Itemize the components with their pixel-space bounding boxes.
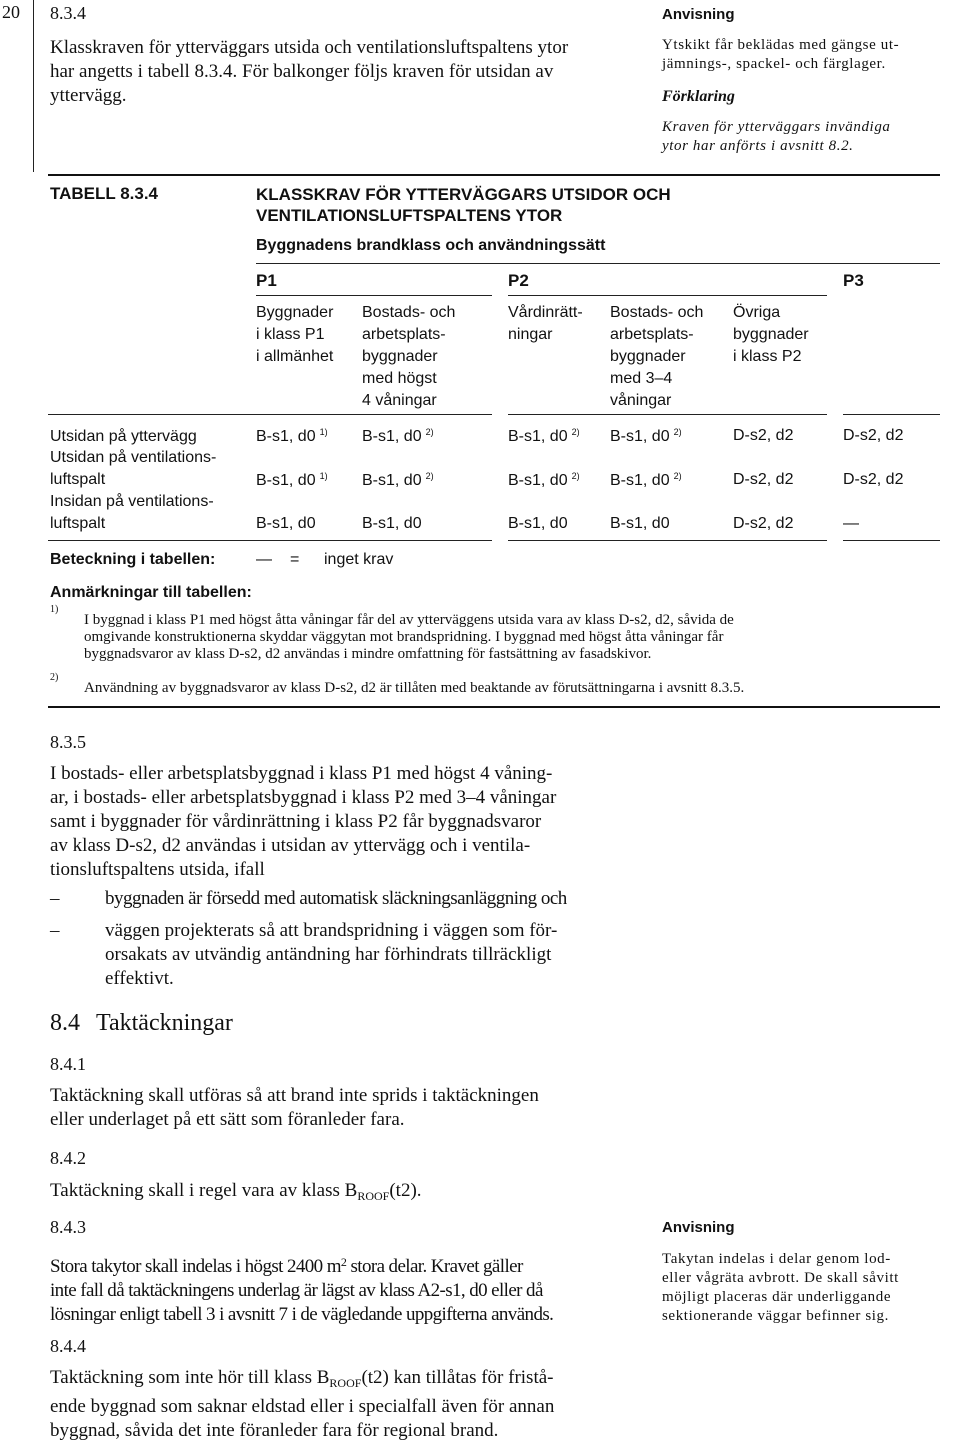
table-cell — [256, 515, 316, 533]
body-bottom-rule — [508, 540, 827, 541]
text-line: Kraven för ytterväggars invändiga — [662, 119, 891, 135]
header-rule-p1 — [256, 295, 492, 296]
cell-value: B-s1, d0 — [610, 428, 670, 445]
text-line: orsakats av utvändig antändning har förhindrats tillräckligt — [105, 944, 552, 965]
text-line — [50, 1366, 650, 1395]
section-text-844 — [50, 1366, 650, 1443]
text-line: har angetts i tabell 8.3.4. För balkonger följs kraven för utsidan av — [50, 61, 554, 82]
footnote-ref: 2) — [425, 471, 434, 481]
text-line: med högst — [362, 370, 437, 387]
footnote-ref: 2) — [425, 427, 434, 437]
row-label — [50, 491, 214, 535]
text-line: jämnings-, spackel- och färglager. — [662, 56, 886, 72]
text-line: omgivande konstruktionerna skyddar väggytan mot brandspridning. I byggnad med högst åtta våningar får — [84, 629, 724, 645]
table-cell — [610, 471, 682, 490]
heading-title: Taktäckningar — [96, 1010, 233, 1036]
column-header — [610, 302, 703, 412]
text-line: Utsidan på yttervägg — [50, 428, 197, 445]
text-line: Byggnader — [256, 304, 334, 321]
subscript: ROOF — [357, 1189, 390, 1203]
section-heading-84 — [50, 1010, 233, 1037]
header-rule-1 — [256, 263, 940, 264]
table-cell — [843, 427, 903, 445]
text-line: Användning av byggnadsvaror av klass D-s2, d2 är tillåten med beaktande av förutsättningarna i avsnitt 8.3.5. — [84, 680, 745, 696]
margin-rule — [33, 0, 34, 172]
footnote-ref: 2) — [673, 427, 682, 437]
header-rule-p2 — [508, 295, 827, 296]
cell-value: B-s1, d0 — [362, 428, 422, 445]
header-bottom-rule — [843, 414, 940, 415]
text-line: byggnader — [733, 326, 809, 343]
cell-value: B-s1, d0 — [610, 515, 670, 532]
body-bottom-rule — [843, 540, 940, 541]
column-header — [733, 302, 809, 368]
class-p1: P1 — [256, 271, 277, 290]
page-number: 20 — [2, 2, 20, 22]
row-label — [50, 426, 197, 448]
forklaring-heading: Förklaring — [662, 88, 735, 105]
cell-value: B-s1, d0 — [508, 472, 568, 489]
column-header — [362, 302, 455, 412]
cell-value: B-s1, d0 — [256, 428, 316, 445]
notes-heading: Anmärkningar till tabellen: — [50, 584, 252, 601]
class-p3: P3 — [843, 271, 864, 290]
table-bottom-rule — [48, 706, 940, 708]
text-run: (t2) kan tillåtas för fristå- — [361, 1367, 554, 1388]
header-bottom-rule — [508, 414, 827, 415]
table-cell — [610, 427, 682, 446]
section-text-835 — [50, 762, 640, 882]
cell-value: D-s2, d2 — [733, 471, 794, 488]
text-line: i klass P2 — [733, 348, 802, 365]
section-number-844: 8.4.4 — [50, 1336, 86, 1356]
heading-number: 8.4 — [50, 1010, 80, 1036]
text-line: KLASSKRAV FÖR YTTERVÄGGARS UTSIDOR OCH — [256, 185, 671, 204]
legend-equals: = — [290, 551, 300, 568]
text-line: Takytan indelas i delar genom lod- — [662, 1251, 891, 1267]
text-line: samt i byggnader för vårdinrättning i klass P2 får byggnadsvaror — [50, 811, 542, 832]
text-line: arbetsplats- — [362, 326, 446, 343]
column-header — [508, 302, 583, 346]
section-number-842: 8.4.2 — [50, 1148, 86, 1168]
text-line: Bostads- och — [610, 304, 704, 321]
cell-value: B-s1, d0 — [508, 428, 568, 445]
column-header — [256, 302, 333, 368]
anvisning-heading: Anvisning — [662, 6, 735, 23]
bullet-item: byggnaden är försedd med automatisk släckningsanläggning och — [105, 888, 567, 909]
note-2 — [84, 680, 944, 697]
cell-value: B-s1, d0 — [610, 472, 670, 489]
table-cell — [508, 471, 580, 490]
text-line: arbetsplats- — [610, 326, 694, 343]
text-line: i klass P1 — [256, 326, 325, 343]
row-label — [50, 447, 216, 491]
footnote-ref: 1) — [319, 471, 328, 481]
table-cell — [362, 427, 434, 446]
text-line: Klasskraven för ytterväggars utsida och ventilationsluftspaltens ytor — [50, 37, 569, 58]
text-line: ytor har anförts i avsnitt 8.2. — [662, 138, 854, 154]
table-subtitle: Byggnadens brandklass och användningssätt — [256, 237, 606, 254]
dash-bullet: – — [50, 888, 60, 909]
note-1 — [84, 612, 944, 663]
cell-value: B-s1, d0 — [362, 515, 422, 532]
text-line: byggnadsvaror av klass D-s2, d2 användas i mindre omfattning för fastsättning av fasadskivor. — [84, 646, 652, 662]
text-line: I bostads- eller arbetsplatsbyggnad i klass P1 med högst 4 våning- — [50, 763, 553, 784]
text-line: väggen projekterats så att brandspridning i väggen som för- — [105, 920, 558, 941]
cell-value: D-s2, d2 — [843, 471, 904, 488]
footnote-ref: 2) — [571, 427, 580, 437]
text-line: Ytskikt får beklädas med gängse ut- — [662, 37, 900, 53]
anvisning-text — [662, 36, 952, 74]
legend-label: Beteckning i tabellen: — [50, 551, 216, 568]
cell-value: — — [843, 515, 859, 532]
text-line: I byggnad i klass P1 med högst åtta våningar får del av ytterväggens utsida vara av klass D-s2, d2, såvida de — [84, 612, 734, 628]
table-top-rule — [48, 174, 940, 176]
section-text-834 — [50, 36, 650, 108]
footnote-ref: 2) — [571, 471, 580, 481]
note-marker: 1) — [50, 604, 59, 615]
section-text-843 — [50, 1250, 650, 1327]
text-line: effektivt. — [105, 968, 174, 989]
subscript: ROOF — [329, 1376, 362, 1390]
cell-value: B-s1, d0 — [362, 472, 422, 489]
text-run: stora delar. Kravet gäller — [346, 1256, 523, 1277]
table-cell — [256, 471, 328, 490]
text-line: våningar — [610, 392, 672, 409]
legend-text: inget krav — [324, 551, 394, 568]
note-marker: 2) — [50, 672, 59, 683]
body-bottom-rule — [48, 540, 492, 541]
text-run: Stora takytor skall indelas i högst 2400 m — [50, 1256, 341, 1277]
section-text-841 — [50, 1084, 650, 1132]
section-number-843: 8.4.3 — [50, 1217, 86, 1237]
text-line: ar, i bostads- eller arbetsplatsbyggnad i klass P2 med 3–4 våningar — [50, 787, 557, 808]
text-run: Taktäckning skall i regel vara av klass B — [50, 1180, 358, 1201]
text-line: eller underlaget på ett sätt som föranleder fara. — [50, 1109, 405, 1130]
text-line: Vårdinrätt- — [508, 304, 583, 321]
table-cell — [843, 515, 859, 533]
text-line: möjligt placeras där underliggande — [662, 1289, 892, 1305]
text-line: tionsluftspaltens utsida, ifall — [50, 859, 265, 880]
cell-value: D-s2, d2 — [843, 427, 904, 444]
text-line: lösningar enligt tabell 3 i avsnitt 7 i de vägledande uppgifterna används. — [50, 1304, 554, 1325]
text-line: Insidan på ventilations- — [50, 493, 214, 510]
anvisning-heading-bottom: Anvisning — [662, 1219, 735, 1236]
table-cell — [733, 515, 793, 533]
bullet-item — [105, 919, 645, 991]
cell-value: D-s2, d2 — [733, 515, 794, 532]
text-line: Utsidan på ventilations- — [50, 449, 217, 466]
text-line: byggnader — [362, 348, 438, 365]
header-bottom-rule — [48, 414, 492, 415]
text-line: ende byggnad som saknar eldstad eller i specialfall även för annan — [50, 1396, 555, 1417]
text-line: luftspalt — [50, 515, 106, 532]
cell-value: B-s1, d0 — [508, 515, 568, 532]
table-cell — [256, 427, 328, 446]
text-line: Övriga — [733, 304, 781, 321]
section-number-841: 8.4.1 — [50, 1054, 86, 1074]
superscript: 2 — [340, 1255, 347, 1269]
table-label: TABELL 8.3.4 — [50, 184, 159, 203]
cell-value: B-s1, d0 — [256, 472, 316, 489]
text-line: inte fall då taktäckningens underlag är lägst av klass A2-s1, d0 eller då — [50, 1280, 543, 1301]
text-line: VENTILATIONSLUFTSPALTENS YTOR — [256, 206, 563, 225]
table-cell — [733, 471, 793, 489]
table-cell — [610, 515, 670, 533]
text-line: byggnad, såvida det inte föranleder fara för regional brand. — [50, 1420, 499, 1441]
text-line: av klass D-s2, d2 användas i utsidan av yttervägg och i ventila- — [50, 835, 531, 856]
table-cell — [843, 471, 903, 489]
cell-value: D-s2, d2 — [733, 427, 794, 444]
table-cell — [733, 427, 793, 445]
text-line: eller vågräta avbrott. De skall såvitt — [662, 1270, 899, 1286]
dash-bullet: – — [50, 920, 60, 941]
anvisning-text-bottom — [662, 1250, 952, 1326]
table-cell — [508, 427, 580, 446]
section-text-842 — [50, 1179, 422, 1208]
class-p2: P2 — [508, 271, 529, 290]
text-line: sektionerande väggar befinner sig. — [662, 1308, 889, 1324]
table-cell — [362, 471, 434, 490]
text-line: Taktäckning skall utföras så att brand inte sprids i taktäckningen — [50, 1085, 539, 1106]
text-line: yttervägg. — [50, 85, 127, 106]
legend-symbol: — — [256, 551, 272, 568]
text-line: Bostads- och — [362, 304, 456, 321]
text-line: i allmänhet — [256, 348, 334, 365]
text-line: med 3–4 — [610, 370, 673, 387]
text-run: Taktäckning som inte hör till klass B — [50, 1367, 330, 1388]
table-title — [256, 184, 671, 226]
text-line: luftspalt — [50, 471, 106, 488]
text-line — [50, 1250, 650, 1279]
forklaring-text — [662, 118, 957, 156]
section-number-834: 8.3.4 — [50, 3, 86, 23]
footnote-ref: 2) — [673, 471, 682, 481]
table-cell — [508, 515, 568, 533]
text-line: ningar — [508, 326, 553, 343]
table-cell — [362, 515, 422, 533]
text-line: byggnader — [610, 348, 686, 365]
footnote-ref: 1) — [319, 427, 328, 437]
cell-value: B-s1, d0 — [256, 515, 316, 532]
text-run: (t2). — [389, 1180, 422, 1201]
section-number-835: 8.3.5 — [50, 732, 86, 752]
text-line: 4 våningar — [362, 392, 437, 409]
